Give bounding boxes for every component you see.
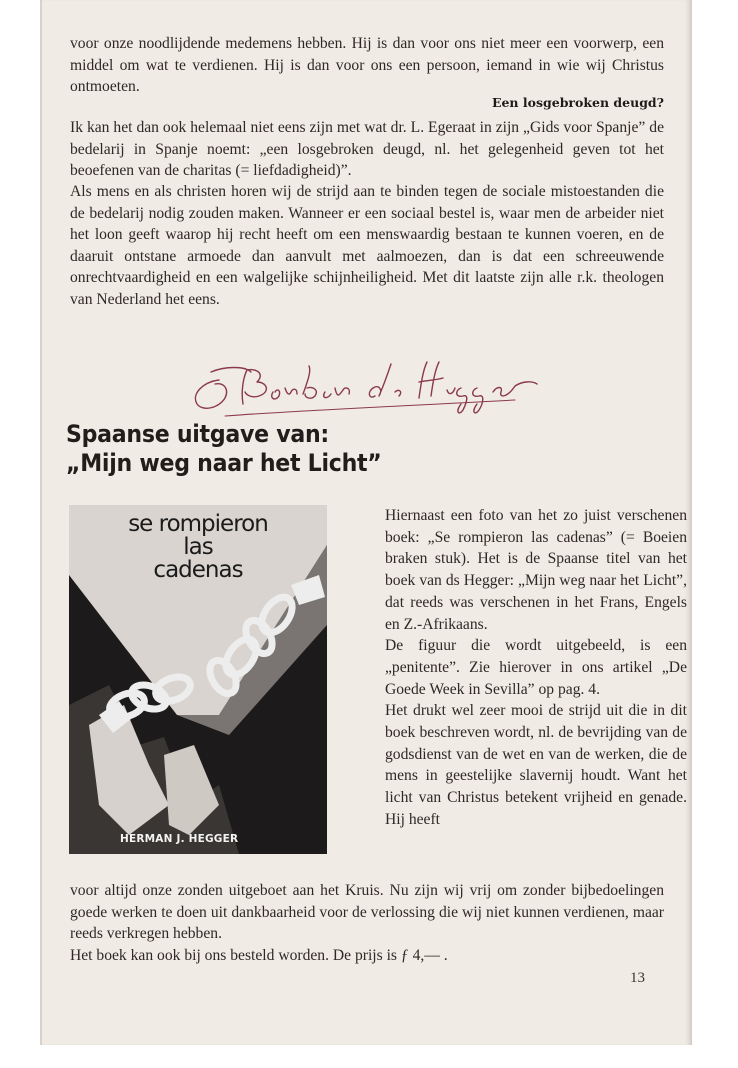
page-number: 13 [630, 970, 645, 986]
paragraph-continuation: voor altijd onze zonden uitgeboet aan het Kruis. Nu zijn wij vrij om zonder bijbedoelingen goede werken te doen uit dankbaarheid voor de verlossing die wij niet kunnen verdienen, maar reeds verkregen hebben. [70, 882, 664, 943]
book-cover-image [69, 505, 327, 854]
book-description-penitente: De figuur die wordt uitgebeeld, is een „penitente”. Zie hierover in ons artikel „De Goede Week in Sevilla” op pag. 4. [385, 637, 687, 698]
book-description [385, 505, 687, 831]
article-title-line-1: Spaanse uitgave van: [66, 420, 329, 448]
cover-author: HERMAN J. HEGGER [120, 833, 239, 845]
cover-title [69, 513, 327, 582]
paragraph-intro: voor onze noodlijdende medemens hebben. Hij is dan voor ons niet meer een voorwerp, een middel om wat te verdienen. Hij is dan voor ons een persoon, iemand in wie wij Christus ontmoeten. [70, 35, 664, 96]
cover-title-line-3: cadenas [153, 557, 243, 583]
cover-title-line-1: se rompieron [128, 511, 268, 537]
article-title-line-2: „Mijn weg naar het Licht” [66, 449, 382, 477]
order-note: Het boek kan ook bij ons besteld worden. De prijs is ƒ 4,— . [70, 947, 448, 964]
book-description-struggle: Het drukt wel zeer mooi de strijd uit die in dit boek beschreven wordt, nl. de bevrijding van de godsdienst van de wet en van de werken, die de mens in geestelijke slavernij houdt. Want het licht van Christus betekent vrijheid en genade. Hij heeft [385, 702, 687, 828]
paragraph-social-injustice: Als mens en als christen horen wij de strijd aan te binden tegen de sociale mistoestanden die de bedelarij nodig zouden maken. Wanneer er een sociaal bestel is, waar men de arbeider niet het loon geeft waarop hij recht heeft om een menswaardig bestaan te kunnen voeren, en de daaruit ontstane armoede dan aanvult met aalmoezen, dan is dat een schreeuwende onrechtvaardigheid en een walgelijke schijnheiligheid. Met dit laatste zijn alle r.k. theologen van Nederland het eens. [70, 183, 664, 308]
cover-title-line-2: las [183, 534, 213, 560]
section-subheading: Een losgebroken deugd? [491, 95, 664, 110]
book-description-intro: Hiernaast een foto van het zo juist verschenen boek: „Se rompieron las cadenas” (= Boeien braken stuk). Het is de Spaanse titel van het boek van ds Hegger: „Mijn weg naar het Licht”, dat reeds was verschenen in het Frans, Engels en Z.-Afrikaans. [385, 507, 687, 633]
paragraph-egeraat: Ik kan het dan ook helemaal niet eens zijn met wat dr. L. Egeraat in zijn „Gids voor Spanje” de bedelarij in Spanje noemt: „een losgebroken deugd, nl. het gelegenheid geven tot het beoefenen van de charitas (= liefdadigheid)”. [70, 119, 664, 180]
article-title [66, 420, 452, 478]
handwritten-signature [185, 352, 565, 422]
